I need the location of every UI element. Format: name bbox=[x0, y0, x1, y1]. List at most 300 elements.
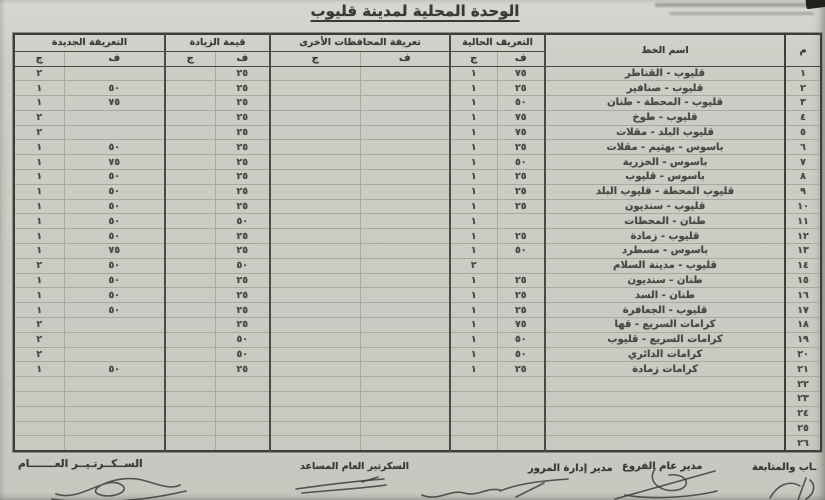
new-piaster-cell: ٥٠ bbox=[64, 362, 165, 377]
other-pound-cell bbox=[270, 406, 360, 421]
new-pound-cell: ١ bbox=[14, 155, 64, 170]
table-body bbox=[14, 66, 821, 451]
route-cell: قليوب المحطة - قليوب البلد bbox=[545, 184, 785, 199]
increase-piaster-cell: ٢٥ bbox=[215, 273, 270, 288]
other-pound-header: ج bbox=[270, 51, 360, 66]
new-pound-cell: ١ bbox=[14, 229, 64, 244]
increase-piaster-cell: ٢٥ bbox=[215, 184, 270, 199]
signature-title: السكرتير العام المساعد bbox=[300, 461, 410, 472]
current-pound-cell bbox=[450, 421, 497, 436]
increase-pound-cell bbox=[165, 199, 215, 214]
current-piaster-cell: ٥٠ bbox=[497, 155, 545, 170]
serial-cell: ١٠ bbox=[785, 199, 821, 214]
new-piaster-cell: ٥٠ bbox=[64, 214, 165, 229]
serial-cell: ١١ bbox=[785, 214, 821, 229]
current-pound-cell: ١ bbox=[450, 170, 497, 185]
route-cell: باسوس - مسطرد bbox=[545, 244, 785, 259]
current-pound-cell: ١ bbox=[450, 199, 497, 214]
route-cell: كرامات السريع - قليوب bbox=[545, 332, 785, 347]
serial-cell: ٥ bbox=[785, 125, 821, 140]
current-piaster-cell: ٢٥ bbox=[497, 229, 545, 244]
other-piaster-cell bbox=[360, 140, 450, 155]
increase-piaster-cell: ٢٥ bbox=[215, 66, 270, 81]
new-piaster-cell: ٧٥ bbox=[64, 96, 165, 111]
current-pound-cell: ١ bbox=[450, 244, 497, 259]
new-pound-cell: ١ bbox=[14, 288, 64, 303]
increase-pound-cell bbox=[165, 214, 215, 229]
current-pound-cell: ١ bbox=[450, 110, 497, 125]
route-cell: طنان - السد bbox=[545, 288, 785, 303]
current-pound-cell bbox=[450, 377, 497, 392]
route-cell bbox=[545, 406, 785, 421]
other-pound-cell bbox=[270, 392, 360, 407]
table-row bbox=[14, 362, 821, 377]
current-pound-cell: ١ bbox=[450, 347, 497, 362]
current-pound-cell: ١ bbox=[450, 125, 497, 140]
other-piaster-cell bbox=[360, 229, 450, 244]
increase-piaster-cell: ٥٠ bbox=[215, 347, 270, 362]
new-pound-cell: ١ bbox=[14, 244, 64, 259]
serial-cell: ٢٠ bbox=[785, 347, 821, 362]
current-piaster-cell: ٧٥ bbox=[497, 110, 545, 125]
current-piaster-cell: ٢٥ bbox=[497, 140, 545, 155]
new-pound-cell: ٢ bbox=[14, 258, 64, 273]
table-row bbox=[14, 303, 821, 318]
new-piaster-cell bbox=[64, 125, 165, 140]
other-piaster-cell bbox=[360, 332, 450, 347]
serial-cell: ٦ bbox=[785, 140, 821, 155]
increase-pound-cell bbox=[165, 347, 215, 362]
signature-title: مدير عام الفروع bbox=[622, 461, 703, 472]
other-piaster-cell bbox=[360, 347, 450, 362]
increase-pound-cell bbox=[165, 184, 215, 199]
route-cell: باسوس - قليوب bbox=[545, 170, 785, 185]
other-pound-cell bbox=[270, 229, 360, 244]
increase-piaster-cell: ٢٥ bbox=[215, 318, 270, 333]
other-piaster-cell bbox=[360, 273, 450, 288]
route-cell bbox=[545, 377, 785, 392]
serial-cell: ١٨ bbox=[785, 318, 821, 333]
increase-piaster-cell: ٢٥ bbox=[215, 110, 270, 125]
table-row bbox=[14, 332, 821, 347]
other-piaster-cell bbox=[360, 436, 450, 451]
increase-pound-cell bbox=[165, 155, 215, 170]
other-piaster-cell bbox=[360, 199, 450, 214]
corner-smudge bbox=[805, 0, 825, 9]
other-pound-cell bbox=[270, 125, 360, 140]
current-pound-cell: ١ bbox=[450, 96, 497, 111]
signature-title: مدير إدارة المرور bbox=[528, 463, 613, 474]
increase-piaster-cell bbox=[215, 377, 270, 392]
table-row bbox=[14, 421, 821, 436]
new-piaster-cell: ٥٠ bbox=[64, 184, 165, 199]
serial-cell: ١٢ bbox=[785, 229, 821, 244]
current-pound-cell: ١ bbox=[450, 229, 497, 244]
other-piaster-cell bbox=[360, 81, 450, 96]
current-pound-cell: ١ bbox=[450, 214, 497, 229]
current-pound-cell: ١ bbox=[450, 303, 497, 318]
current-piaster-cell: ٧٥ bbox=[497, 125, 545, 140]
new-piaster-cell: ٥٠ bbox=[64, 140, 165, 155]
route-cell: قليوب - مدينة السلام bbox=[545, 258, 785, 273]
serial-cell: ١٧ bbox=[785, 303, 821, 318]
table-row bbox=[14, 436, 821, 451]
increase-piaster-cell: ٥٠ bbox=[215, 258, 270, 273]
increase-pound-cell bbox=[165, 318, 215, 333]
other-piaster-cell bbox=[360, 377, 450, 392]
table-row bbox=[14, 184, 821, 199]
stamp-text-line bbox=[655, 3, 820, 7]
table-header bbox=[14, 34, 821, 66]
other-pound-cell bbox=[270, 377, 360, 392]
new-piaster-cell bbox=[64, 110, 165, 125]
signature-scribble bbox=[292, 475, 392, 497]
route-cell: طنان - المحطات bbox=[545, 214, 785, 229]
serial-cell: ٢٦ bbox=[785, 436, 821, 451]
other-pound-cell bbox=[270, 214, 360, 229]
new-pound-cell: ١ bbox=[14, 199, 64, 214]
table-row bbox=[14, 258, 821, 273]
increase-piaster-cell: ٥٠ bbox=[215, 214, 270, 229]
other-pound-cell bbox=[270, 199, 360, 214]
new-pound-cell: ١ bbox=[14, 96, 64, 111]
new-piaster-cell: ٥٠ bbox=[64, 81, 165, 96]
new-piaster-cell bbox=[64, 318, 165, 333]
signature-block-general-secretary bbox=[18, 458, 143, 470]
route-cell: قليوب - سنديون bbox=[545, 199, 785, 214]
serial-cell: ١٩ bbox=[785, 332, 821, 347]
route-cell: كرامات السريع - قها bbox=[545, 318, 785, 333]
signature-title: الســكــرتـيــر العـــــــام bbox=[18, 458, 143, 470]
new-piaster-cell: ٥٠ bbox=[64, 288, 165, 303]
route-cell: قليوب - القناطر bbox=[545, 66, 785, 81]
other-pound-cell bbox=[270, 362, 360, 377]
serial-cell: ٣ bbox=[785, 96, 821, 111]
new-piaster-cell: ٥٠ bbox=[64, 303, 165, 318]
other-piaster-cell bbox=[360, 392, 450, 407]
signature-block-branches-director bbox=[622, 461, 702, 472]
route-cell bbox=[545, 421, 785, 436]
new-piaster-cell bbox=[64, 436, 165, 451]
other-piaster-cell bbox=[360, 318, 450, 333]
table-row bbox=[14, 96, 821, 111]
table-row bbox=[14, 288, 821, 303]
current-piaster-cell: ٢٥ bbox=[497, 362, 545, 377]
serial-cell: ١٤ bbox=[785, 258, 821, 273]
route-cell: كرامات زمادة bbox=[545, 362, 785, 377]
current-piaster-cell: ٢٥ bbox=[497, 273, 545, 288]
current-piaster-cell: ٥٠ bbox=[497, 96, 545, 111]
new-pound-cell: ٢ bbox=[14, 332, 64, 347]
current-pound-cell: ١ bbox=[450, 318, 497, 333]
other-pound-cell bbox=[270, 66, 360, 81]
other-piaster-cell bbox=[360, 258, 450, 273]
other-pound-cell bbox=[270, 273, 360, 288]
table-row bbox=[14, 199, 821, 214]
current-pound-cell: ١ bbox=[450, 184, 497, 199]
other-pound-cell bbox=[270, 303, 360, 318]
route-cell: باسوس - الخزرية bbox=[545, 155, 785, 170]
new-piaster-cell: ٥٠ bbox=[64, 273, 165, 288]
other-piaster-cell bbox=[360, 170, 450, 185]
serial-cell: ٢٥ bbox=[785, 421, 821, 436]
current-pound-cell: ١ bbox=[450, 66, 497, 81]
new-pound-cell: ٢ bbox=[14, 347, 64, 362]
current-pound-cell: ١ bbox=[450, 81, 497, 96]
new-pound-cell: ١ bbox=[14, 81, 64, 96]
new-piaster-cell bbox=[64, 392, 165, 407]
new-piaster-cell: ٧٥ bbox=[64, 244, 165, 259]
current-pound-cell: ١ bbox=[450, 140, 497, 155]
increase-pound-cell bbox=[165, 273, 215, 288]
increase-piaster-cell: ٢٥ bbox=[215, 288, 270, 303]
other-piaster-cell bbox=[360, 421, 450, 436]
increase-pound-cell bbox=[165, 66, 215, 81]
route-cell: قليوب - صنافير bbox=[545, 81, 785, 96]
other-piaster-cell bbox=[360, 362, 450, 377]
current-pound-header: ج bbox=[450, 51, 497, 66]
table-row bbox=[14, 125, 821, 140]
increase-pound-cell bbox=[165, 332, 215, 347]
increase-piaster-cell: ٢٥ bbox=[215, 303, 270, 318]
increase-pound-cell bbox=[165, 170, 215, 185]
signature-scribble bbox=[418, 475, 573, 500]
signature-scribble bbox=[597, 463, 732, 500]
other-pound-cell bbox=[270, 318, 360, 333]
route-column-header: اسم الخط bbox=[545, 34, 785, 66]
route-cell: كرامات الدائري bbox=[545, 347, 785, 362]
current-piaster-cell: ٢٥ bbox=[497, 288, 545, 303]
route-cell bbox=[545, 392, 785, 407]
current-pound-cell: ٢ bbox=[450, 258, 497, 273]
increase-piaster-cell: ٢٥ bbox=[215, 140, 270, 155]
increase-pound-cell bbox=[165, 125, 215, 140]
other-piaster-cell bbox=[360, 96, 450, 111]
route-cell: قليوب - المحطة - طنان bbox=[545, 96, 785, 111]
current-pound-cell bbox=[450, 406, 497, 421]
current-piaster-cell bbox=[497, 377, 545, 392]
route-cell: باسوس - بهتيم - مقلات bbox=[545, 140, 785, 155]
new-pound-cell: ٢ bbox=[14, 110, 64, 125]
other-pound-cell bbox=[270, 347, 360, 362]
current-pound-cell: ١ bbox=[450, 362, 497, 377]
increase-piaster-cell: ٢٥ bbox=[215, 125, 270, 140]
new-pound-cell: ٢ bbox=[14, 66, 64, 81]
table-row bbox=[14, 140, 821, 155]
current-pound-cell bbox=[450, 436, 497, 451]
other-piaster-cell bbox=[360, 288, 450, 303]
current-piaster-cell: ٧٥ bbox=[497, 318, 545, 333]
increase-pound-cell bbox=[165, 288, 215, 303]
current-pound-cell: ١ bbox=[450, 273, 497, 288]
current-piaster-cell: ٢٥ bbox=[497, 170, 545, 185]
other-piaster-cell bbox=[360, 406, 450, 421]
increase-piaster-cell bbox=[215, 421, 270, 436]
table-row bbox=[14, 392, 821, 407]
serial-cell: ١٣ bbox=[785, 244, 821, 259]
increase-pound-header: ج bbox=[165, 51, 215, 66]
route-cell: قليوب - الجعافرة bbox=[545, 303, 785, 318]
current-pound-cell: ١ bbox=[450, 155, 497, 170]
current-piaster-cell: ٢٥ bbox=[497, 199, 545, 214]
increase-pound-cell bbox=[165, 244, 215, 259]
serial-cell: ١ bbox=[785, 66, 821, 81]
increase-piaster-cell: ٢٥ bbox=[215, 81, 270, 96]
increase-pound-cell bbox=[165, 258, 215, 273]
current-piaster-cell: ٢٥ bbox=[497, 81, 545, 96]
increase-piaster-cell: ٢٥ bbox=[215, 199, 270, 214]
increase-piaster-header: ف bbox=[215, 51, 270, 66]
current-tariff-group-header: التعريف الحالية bbox=[450, 34, 545, 51]
other-piaster-cell bbox=[360, 244, 450, 259]
increase-piaster-cell: ٢٥ bbox=[215, 244, 270, 259]
table-row bbox=[14, 81, 821, 96]
signature-scribble bbox=[762, 472, 825, 500]
current-pound-cell: ١ bbox=[450, 332, 497, 347]
table-row bbox=[14, 318, 821, 333]
increase-pound-cell bbox=[165, 362, 215, 377]
increase-pound-cell bbox=[165, 377, 215, 392]
other-governorates-group-header: تعريفة المحافظات الأخرى bbox=[270, 34, 450, 51]
new-pound-cell: ١ bbox=[14, 214, 64, 229]
other-piaster-cell bbox=[360, 303, 450, 318]
current-piaster-cell bbox=[497, 258, 545, 273]
new-pound-cell bbox=[14, 377, 64, 392]
serial-cell: ٢ bbox=[785, 81, 821, 96]
new-piaster-cell: ٥٠ bbox=[64, 229, 165, 244]
other-pound-cell bbox=[270, 170, 360, 185]
serial-cell: ٢٤ bbox=[785, 406, 821, 421]
new-pound-cell: ١ bbox=[14, 362, 64, 377]
increase-pound-cell bbox=[165, 81, 215, 96]
table-row bbox=[14, 214, 821, 229]
new-tariff-group-header: التعريفة الجديدة bbox=[14, 34, 165, 51]
other-pound-cell bbox=[270, 421, 360, 436]
serial-cell: ٤ bbox=[785, 110, 821, 125]
new-pound-cell: ١ bbox=[14, 303, 64, 318]
new-piaster-cell bbox=[64, 332, 165, 347]
other-pound-cell bbox=[270, 258, 360, 273]
route-cell: قليوب - زمادة bbox=[545, 229, 785, 244]
increase-pound-cell bbox=[165, 229, 215, 244]
new-pound-cell: ١ bbox=[14, 140, 64, 155]
new-piaster-cell bbox=[64, 406, 165, 421]
new-piaster-cell: ٥٠ bbox=[64, 199, 165, 214]
new-pound-cell bbox=[14, 392, 64, 407]
current-pound-cell bbox=[450, 392, 497, 407]
other-piaster-cell bbox=[360, 66, 450, 81]
serial-cell: ٧ bbox=[785, 155, 821, 170]
current-piaster-cell: ٧٥ bbox=[497, 66, 545, 81]
other-pound-cell bbox=[270, 96, 360, 111]
other-pound-cell bbox=[270, 81, 360, 96]
serial-cell: ٢٣ bbox=[785, 392, 821, 407]
other-pound-cell bbox=[270, 110, 360, 125]
new-pound-cell bbox=[14, 406, 64, 421]
current-piaster-cell: ٢٥ bbox=[497, 184, 545, 199]
current-piaster-cell: ٥٠ bbox=[497, 244, 545, 259]
current-pound-cell: ١ bbox=[450, 288, 497, 303]
header-stamp bbox=[655, 3, 820, 20]
table-row bbox=[14, 244, 821, 259]
new-pound-cell: ٢ bbox=[14, 318, 64, 333]
other-pound-cell bbox=[270, 436, 360, 451]
increase-piaster-cell: ٥٠ bbox=[215, 332, 270, 347]
new-piaster-cell bbox=[64, 377, 165, 392]
new-piaster-header: ف bbox=[64, 51, 165, 66]
route-cell bbox=[545, 436, 785, 451]
new-pound-header: ج bbox=[14, 51, 64, 66]
new-pound-cell: ١ bbox=[14, 170, 64, 185]
current-piaster-cell bbox=[497, 436, 545, 451]
current-piaster-cell bbox=[497, 214, 545, 229]
current-piaster-header: ف bbox=[497, 51, 545, 66]
new-piaster-cell bbox=[64, 421, 165, 436]
other-piaster-cell bbox=[360, 110, 450, 125]
page-title: الوحدة المحلية لمدينة قليوب bbox=[310, 2, 520, 20]
new-piaster-cell bbox=[64, 347, 165, 362]
current-piaster-cell bbox=[497, 392, 545, 407]
serial-cell: ١٦ bbox=[785, 288, 821, 303]
serial-cell: ١٥ bbox=[785, 273, 821, 288]
increase-pound-cell bbox=[165, 392, 215, 407]
current-piaster-cell: ٥٠ bbox=[497, 347, 545, 362]
increase-piaster-cell: ٢٥ bbox=[215, 155, 270, 170]
increase-piaster-cell bbox=[215, 436, 270, 451]
serial-cell: ٢٢ bbox=[785, 377, 821, 392]
route-cell: قليوب البلد - مقلات bbox=[545, 125, 785, 140]
other-piaster-cell bbox=[360, 214, 450, 229]
increase-pound-cell bbox=[165, 406, 215, 421]
new-pound-cell bbox=[14, 421, 64, 436]
signature-block-assistant-secretary bbox=[300, 461, 409, 472]
increase-pound-cell bbox=[165, 110, 215, 125]
table-row bbox=[14, 66, 821, 81]
new-piaster-cell: ٧٥ bbox=[64, 155, 165, 170]
increase-pound-cell bbox=[165, 140, 215, 155]
other-pound-cell bbox=[270, 140, 360, 155]
other-pound-cell bbox=[270, 184, 360, 199]
increase-pound-cell bbox=[165, 421, 215, 436]
new-piaster-cell bbox=[64, 66, 165, 81]
new-pound-cell: ٢ bbox=[14, 125, 64, 140]
current-piaster-cell: ٢٥ bbox=[497, 303, 545, 318]
signature-scribble bbox=[48, 470, 198, 500]
current-piaster-cell bbox=[497, 406, 545, 421]
new-pound-cell: ١ bbox=[14, 184, 64, 199]
increase-pound-cell bbox=[165, 96, 215, 111]
stamp-text-line bbox=[669, 12, 814, 15]
other-piaster-cell bbox=[360, 155, 450, 170]
table-row bbox=[14, 110, 821, 125]
increase-group-header: قيمة الزيادة bbox=[165, 34, 270, 51]
increase-piaster-cell: ٢٥ bbox=[215, 96, 270, 111]
table-row bbox=[14, 229, 821, 244]
increase-pound-cell bbox=[165, 303, 215, 318]
increase-piaster-cell: ٢٥ bbox=[215, 170, 270, 185]
increase-piaster-cell bbox=[215, 392, 270, 407]
other-pound-cell bbox=[270, 332, 360, 347]
table-row bbox=[14, 170, 821, 185]
new-piaster-cell: ٥٠ bbox=[64, 258, 165, 273]
route-cell: طنان - سنديون bbox=[545, 273, 785, 288]
table-row bbox=[14, 377, 821, 392]
tariff-table bbox=[13, 33, 822, 452]
increase-piaster-cell bbox=[215, 406, 270, 421]
table-row bbox=[14, 273, 821, 288]
serial-cell: ٨ bbox=[785, 170, 821, 185]
new-piaster-cell: ٥٠ bbox=[64, 170, 165, 185]
